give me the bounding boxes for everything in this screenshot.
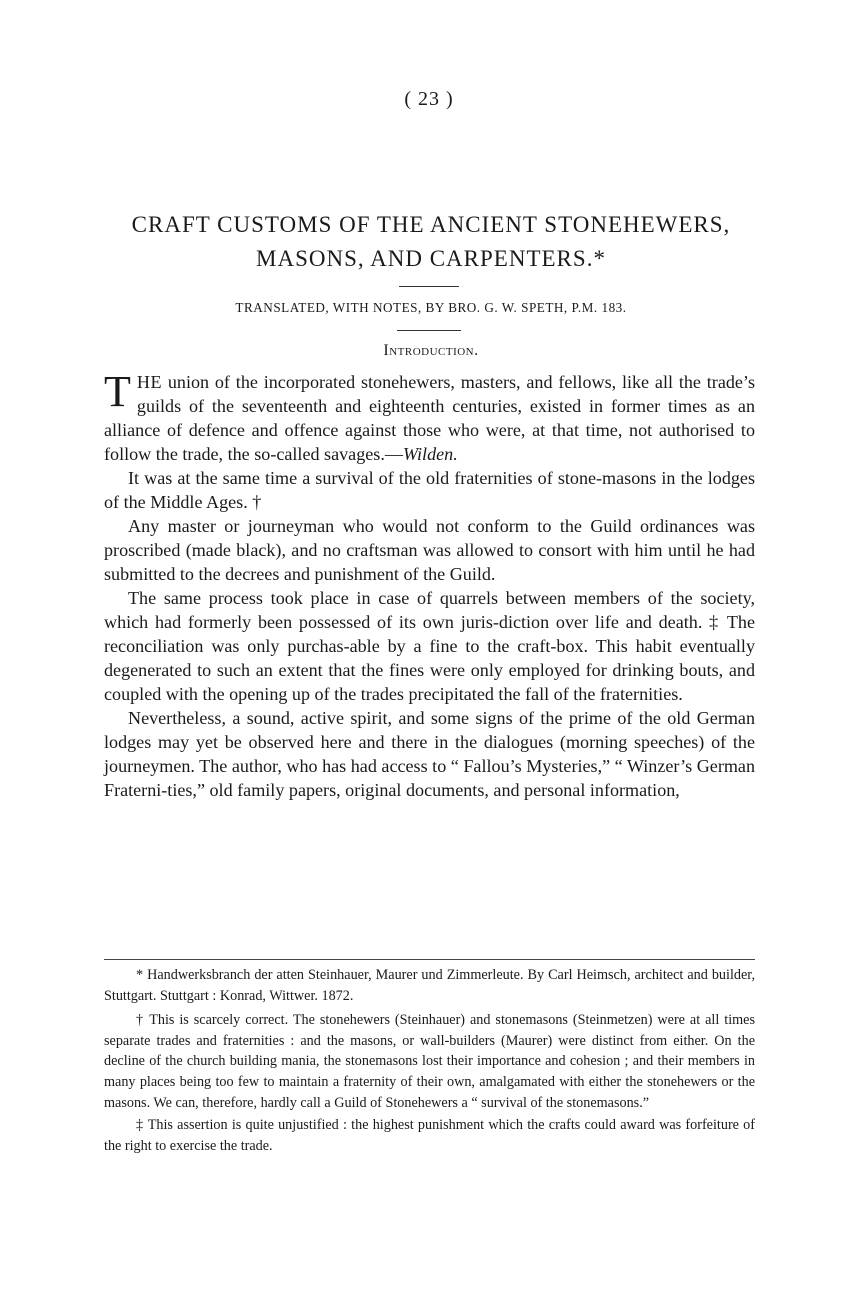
footnote-1: * Handwerksbranch der atten Steinhauer, Maurer und Zimmerleute. By Carl Heimsch, architect and builder, Stuttgart. Stuttgart : Konrad, Wittwer. 1872. (104, 967, 755, 1004)
footnote-2: † This is scarcely correct. The stonehewers (Steinhauer) and stonemasons (Steinmetzen) were at all times separate trades and fraternities : and the masons, or wall-builders (Maurer) were distinct from either. On the decline of the church building mania, the stonemasons lost their importance and cohesion ; and their members in many places being too few to maintain a fraternity of their own, amalgamated with either the stonehewers or the masons. We can, therefore, hardly call a Guild of Stonehewers a “ survival of the stonemasons.” (104, 1012, 755, 1111)
footnote-3: ‡ This assertion is quite unjustified : the highest punishment which the crafts could award was forfeiture of the right to exercise the trade. (104, 1117, 755, 1154)
title-divider (399, 286, 459, 287)
paragraph-1 (104, 367, 755, 466)
page-number: ( 23 ) (404, 88, 454, 110)
body-text (104, 367, 755, 802)
title-line-2: MASONS, AND CARPENTERS.* (256, 246, 606, 271)
section-heading (104, 342, 758, 360)
paragraph-5: Nevertheless, a sound, active spirit, and some signs of the prime of the old German lodges may yet be observed here and there in the dialogues (morning speeches) of the journeymen. The author, who has had access to “ Fallou’s Mysteries,” “ Winzer’s German Fraterni-ties,” old family papers, original documents, and personal information, (104, 708, 755, 800)
paragraph-1-caps: HE (136, 372, 163, 392)
drop-cap: T (104, 367, 131, 416)
paragraph-1-text: union of the incorporated stonehewers, masters, and fellows, like all the trade’s guilds of the seventeenth and eighteenth centuries, existed in former times as an alliance of defence and offence against those who were, at that time, not authorised to follow the trade, the so-called savages.— (104, 372, 755, 464)
footnote-divider (104, 959, 755, 960)
paragraph-2: It was at the same time a survival of the old fraternities of stone-masons in the lodges of the Middle Ages. † (104, 468, 755, 512)
title-line-1: CRAFT CUSTOMS OF THE ANCIENT STONEHEWERS, (131, 212, 731, 237)
paragraph-3: Any master or journeyman who would not conform to the Guild ordinances was proscribed (made black), and no craftsman was allowed to consort with him until he had submitted to the decrees and punishment of the Guild. (104, 516, 755, 584)
paragraph-1-italic: Wilden. (402, 444, 458, 464)
footnotes (104, 965, 755, 1156)
translator-credit: TRANSLATED, WITH NOTES, BY BRO. G. W. SPETH, P.M. 183. (235, 300, 627, 315)
paragraph-4: The same process took place in case of quarrels between members of the society, which had formerly been possessed of its own juris-diction over life and death. ‡ The reconciliation was only purchas-able by a fine to the craft-box. This habit eventually degenerated to such an extent that the fines were only employed for drinking bouts, and coupled with the opening up of the trades precipitated the fall of the fraternities. (104, 588, 755, 704)
credit-divider (397, 330, 461, 331)
article-title (104, 208, 758, 276)
section-heading-text: Introduction. (383, 342, 479, 359)
